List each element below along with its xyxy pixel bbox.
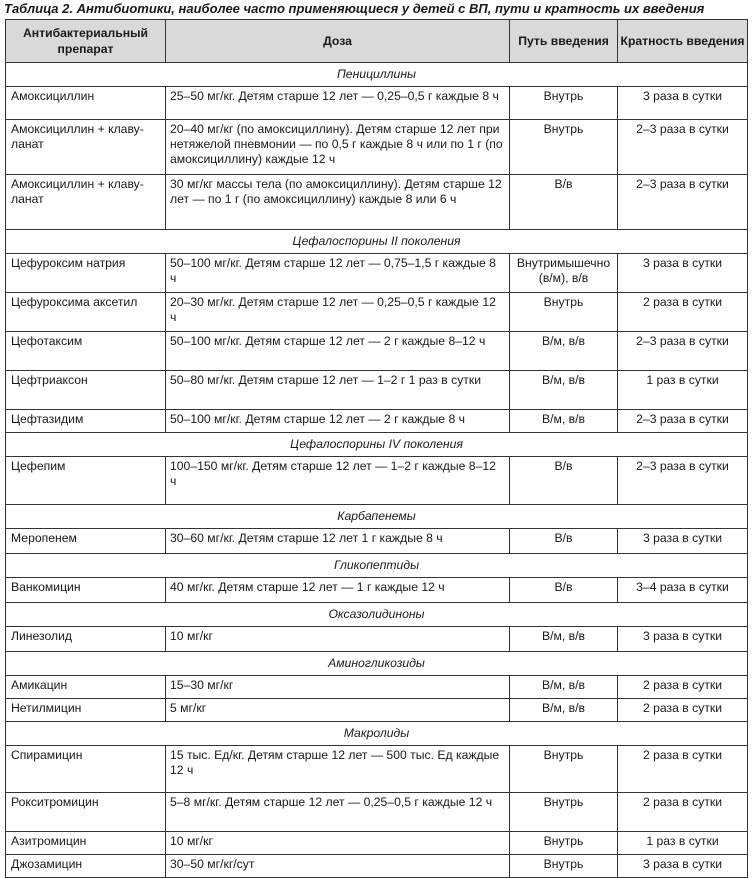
route-cell: В/м, в/в bbox=[510, 410, 618, 433]
table-row bbox=[6, 254, 748, 293]
dose-cell: 30–50 мг/кг/сут bbox=[166, 855, 510, 878]
frequency-cell: 3 раза в сутки bbox=[618, 529, 748, 554]
header-row bbox=[6, 20, 748, 63]
frequency-cell: 1 раз в сутки bbox=[618, 371, 748, 410]
drug-cell: Азитромицин bbox=[6, 832, 166, 855]
group-row bbox=[6, 230, 748, 254]
frequency-cell: 2–3 раза в сутки bbox=[618, 410, 748, 433]
route-cell: В/м, в/в bbox=[510, 699, 618, 722]
dose-cell: 25–50 мг/кг. Детям старше 12 лет — 0,25–0,5 г каждые 8 ч bbox=[166, 87, 510, 120]
drug-cell: Цефуроксима аксетил bbox=[6, 293, 166, 332]
dose-cell: 100–150 мг/кг. Детям старше 12 лет — 1–2 г каждые 8–12 ч bbox=[166, 457, 510, 505]
frequency-cell: 3 раза в сутки bbox=[618, 87, 748, 120]
table-row bbox=[6, 578, 748, 603]
frequency-cell: 2–3 раза в сутки bbox=[618, 175, 748, 230]
route-cell: В/м, в/в bbox=[510, 676, 618, 699]
drug-cell: Амоксициллин + клавуланат bbox=[6, 120, 166, 175]
table-row bbox=[6, 746, 748, 793]
antibiotics-table bbox=[5, 19, 748, 878]
frequency-cell: 1 раз в сутки bbox=[618, 832, 748, 855]
header-dose: Доза bbox=[166, 20, 510, 63]
drug-cell: Джозамицин bbox=[6, 855, 166, 878]
table-row bbox=[6, 699, 748, 722]
table-row bbox=[6, 855, 748, 878]
route-cell: Внутрь bbox=[510, 120, 618, 175]
route-cell: В/м, в/в bbox=[510, 371, 618, 410]
drug-cell: Спирамицин bbox=[6, 746, 166, 793]
route-cell: Внутрь bbox=[510, 746, 618, 793]
route-cell: В/в bbox=[510, 457, 618, 505]
group-title: Оксазолидиноны bbox=[6, 603, 748, 627]
dose-cell: 50–100 мг/кг. Детям старше 12 лет — 2 г каждые 8 ч bbox=[166, 410, 510, 433]
route-cell: В/м, в/в bbox=[510, 332, 618, 371]
group-row bbox=[6, 722, 748, 746]
frequency-cell: 2 раза в сутки bbox=[618, 746, 748, 793]
frequency-cell: 3 раза в сутки bbox=[618, 254, 748, 293]
drug-cell: Амоксициллин + клавуланат bbox=[6, 175, 166, 230]
drug-cell: Нетилмицин bbox=[6, 699, 166, 722]
group-row bbox=[6, 433, 748, 457]
dose-cell: 15–30 мг/кг bbox=[166, 676, 510, 699]
table-row bbox=[6, 793, 748, 832]
table-row bbox=[6, 175, 748, 230]
group-row bbox=[6, 505, 748, 529]
dose-cell: 20–40 мг/кг (по амоксициллину). Детям старше 12 лет при нетяжелой пневмонии — по 0,5 г каждые 8 ч или по 1 г (по амоксициллину) каждые 12 ч bbox=[166, 120, 510, 175]
table-row bbox=[6, 457, 748, 505]
table-row bbox=[6, 627, 748, 652]
dose-cell: 50–80 мг/кг. Детям старше 12 лет — 1–2 г 1 раз в сутки bbox=[166, 371, 510, 410]
route-cell: Внутримышечно (в/м), в/в bbox=[510, 254, 618, 293]
route-cell: Внутрь bbox=[510, 855, 618, 878]
table-row bbox=[6, 832, 748, 855]
dose-cell: 5–8 мг/кг. Детям старше 12 лет — 0,25–0,5 г каждые 12 ч bbox=[166, 793, 510, 832]
drug-cell: Амикацин bbox=[6, 676, 166, 699]
drug-cell: Цефуроксим натрия bbox=[6, 254, 166, 293]
route-cell: Внутрь bbox=[510, 832, 618, 855]
group-title: Цефалоспорины II поколения bbox=[6, 230, 748, 254]
drug-cell: Линезолид bbox=[6, 627, 166, 652]
dose-cell: 50–100 мг/кг. Детям старше 12 лет — 2 г каждые 8–12 ч bbox=[166, 332, 510, 371]
route-cell: Внутрь bbox=[510, 793, 618, 832]
drug-cell: Ванкомицин bbox=[6, 578, 166, 603]
header-frequency: Кратность введения bbox=[618, 20, 748, 63]
group-title: Карбапенемы bbox=[6, 505, 748, 529]
drug-cell: Цефепим bbox=[6, 457, 166, 505]
dose-cell: 20–30 мг/кг. Детям старше 12 лет — 0,25–0,5 г каждые 12 ч bbox=[166, 293, 510, 332]
group-title: Цефалоспорины IV поколения bbox=[6, 433, 748, 457]
table-row bbox=[6, 332, 748, 371]
dose-cell: 10 мг/кг bbox=[166, 832, 510, 855]
table-row bbox=[6, 371, 748, 410]
frequency-cell: 2 раза в сутки bbox=[618, 699, 748, 722]
group-row bbox=[6, 652, 748, 676]
group-title: Аминогликозиды bbox=[6, 652, 748, 676]
table-row bbox=[6, 120, 748, 175]
table-row bbox=[6, 676, 748, 699]
frequency-cell: 3 раза в сутки bbox=[618, 855, 748, 878]
dose-cell: 15 тыс. Ед/кг. Детям старше 12 лет — 500 тыс. Ед каждые 12 ч bbox=[166, 746, 510, 793]
dose-cell: 5 мг/кг bbox=[166, 699, 510, 722]
frequency-cell: 2–3 раза в сутки bbox=[618, 120, 748, 175]
frequency-cell: 2 раза в сутки bbox=[618, 293, 748, 332]
frequency-cell: 3–4 раза в сутки bbox=[618, 578, 748, 603]
drug-cell: Цефтазидим bbox=[6, 410, 166, 433]
route-cell: Внутрь bbox=[510, 293, 618, 332]
group-row bbox=[6, 603, 748, 627]
table-row bbox=[6, 529, 748, 554]
dose-cell: 50–100 мг/кг. Детям старше 12 лет — 0,75–1,5 г каждые 8 ч bbox=[166, 254, 510, 293]
table-row bbox=[6, 87, 748, 120]
table-row bbox=[6, 410, 748, 433]
route-cell: В/в bbox=[510, 175, 618, 230]
group-row bbox=[6, 63, 748, 87]
header-route: Путь введения bbox=[510, 20, 618, 63]
group-row bbox=[6, 554, 748, 578]
drug-cell: Цефтриаксон bbox=[6, 371, 166, 410]
header-drug: Антибактериальный препарат bbox=[6, 20, 166, 63]
dose-cell: 10 мг/кг bbox=[166, 627, 510, 652]
group-title: Пенициллины bbox=[6, 63, 748, 87]
drug-cell: Меропенем bbox=[6, 529, 166, 554]
table-body bbox=[6, 63, 748, 878]
route-cell: Внутрь bbox=[510, 87, 618, 120]
drug-cell: Рокситромицин bbox=[6, 793, 166, 832]
table-caption: Таблица 2. Антибиотики, наиболее часто применяющиеся у детей с ВП, пути и кратность их введения bbox=[4, 1, 705, 16]
table-row bbox=[6, 293, 748, 332]
frequency-cell: 2 раза в сутки bbox=[618, 793, 748, 832]
frequency-cell: 2–3 раза в сутки bbox=[618, 457, 748, 505]
group-title: Гликопептиды bbox=[6, 554, 748, 578]
frequency-cell: 3 раза в сутки bbox=[618, 627, 748, 652]
drug-cell: Амоксициллин bbox=[6, 87, 166, 120]
route-cell: В/м, в/в bbox=[510, 627, 618, 652]
frequency-cell: 2 раза в сутки bbox=[618, 676, 748, 699]
frequency-cell: 2–3 раза в сутки bbox=[618, 332, 748, 371]
drug-cell: Цефотаксим bbox=[6, 332, 166, 371]
dose-cell: 30–60 мг/кг. Детям старше 12 лет 1 г каждые 8 ч bbox=[166, 529, 510, 554]
group-title: Макролиды bbox=[6, 722, 748, 746]
route-cell: В/в bbox=[510, 578, 618, 603]
route-cell: В/в bbox=[510, 529, 618, 554]
dose-cell: 30 мг/кг массы тела (по амоксициллину). Детям старше 12 лет — по 1 г (по амоксициллину) каждые 8 или 6 ч bbox=[166, 175, 510, 230]
dose-cell: 40 мг/кг. Детям старше 12 лет — 1 г каждые 12 ч bbox=[166, 578, 510, 603]
